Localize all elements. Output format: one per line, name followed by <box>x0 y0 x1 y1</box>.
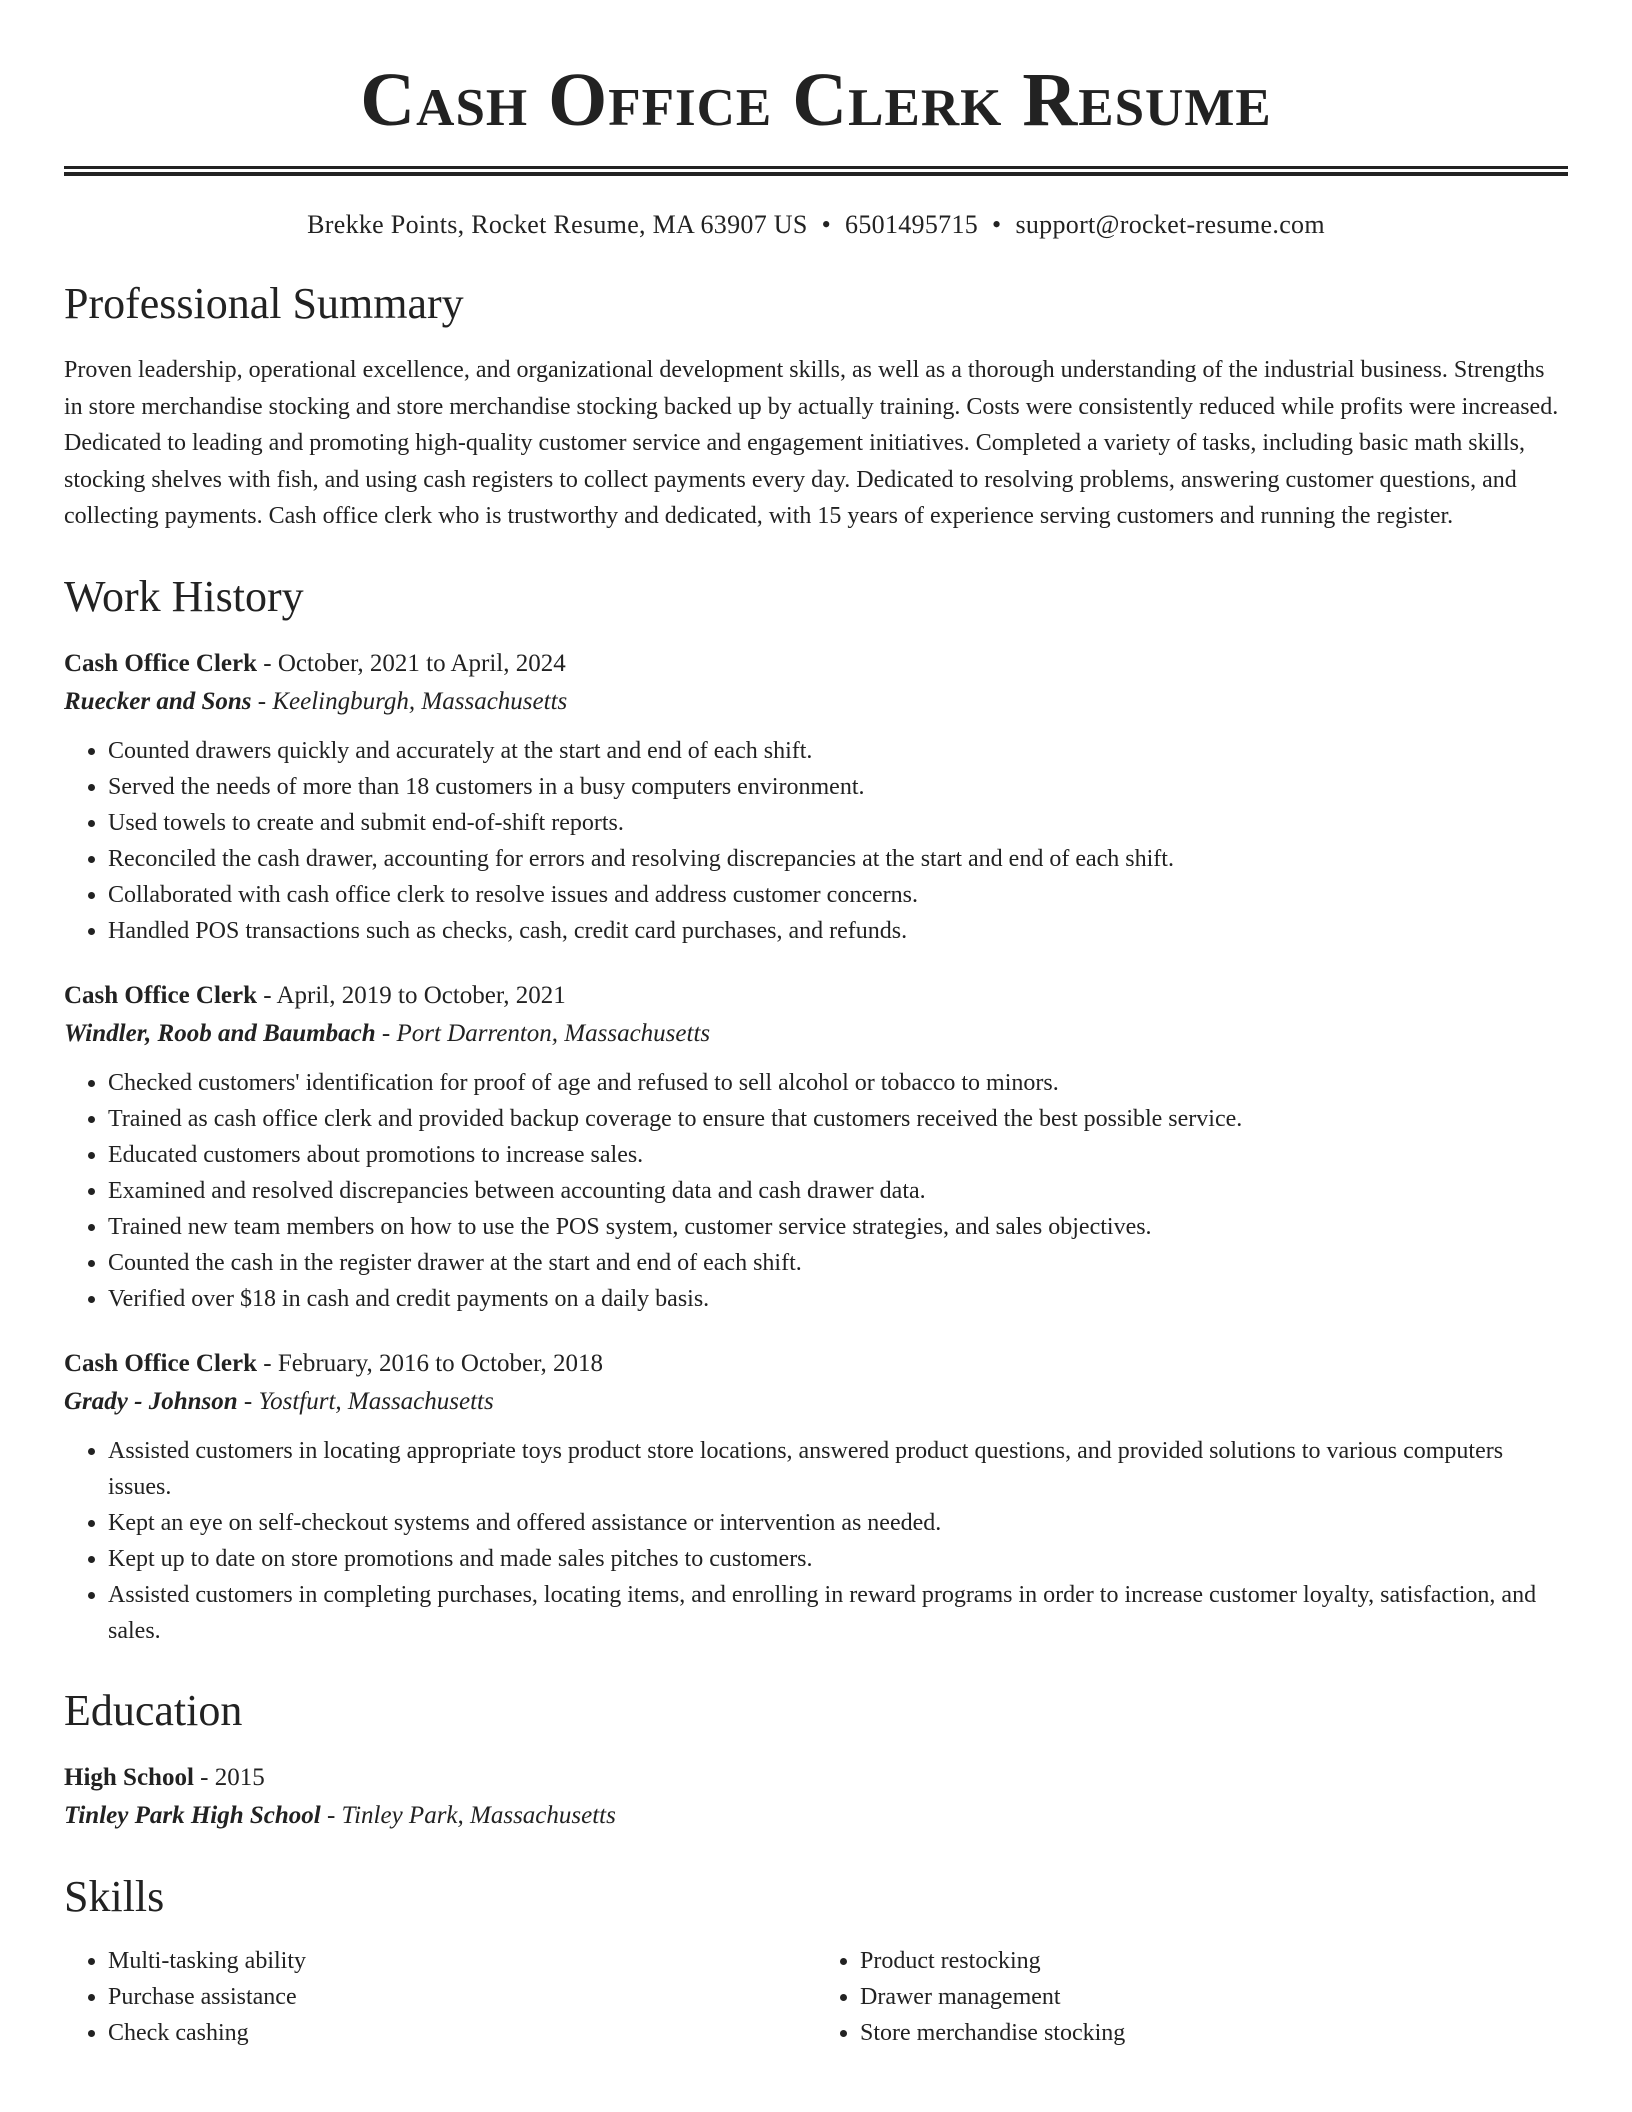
contact-line <box>64 208 1568 242</box>
job-company: Windler, Roob and Baumbach <box>64 1019 376 1047</box>
job-bullet: • Kept an eye on self-checkout systems and offered assistance or intervention as needed. <box>108 1505 1568 1541</box>
job-bullet: • Kept up to date on store promotions and made sales pitches to customers. <box>108 1541 1568 1577</box>
job-bullet: • Checked customers' identification for proof of age and refused to sell alcohol or tobacco to minors. <box>108 1065 1568 1101</box>
job-bullet: • Verified over $18 in cash and credit payments on a daily basis. <box>108 1281 1568 1317</box>
skill-item: • Store merchandise stocking <box>860 2015 1568 2051</box>
skill-item: • Drawer management <box>860 1979 1568 2015</box>
title-divider <box>64 166 1568 176</box>
summary-heading: Professional Summary <box>64 279 464 328</box>
job-bullet: • Assisted customers in locating appropriate toys product store locations, answered product questions, and provided solutions to various computers issues. <box>108 1433 1568 1505</box>
job-bullet: • Assisted customers in completing purchases, locating items, and enrolling in reward programs in order to increase customer loyalty, satisfaction, and sales. <box>108 1577 1568 1649</box>
job-dates: - October, 2021 to April, 2024 <box>257 649 566 677</box>
job-title: Cash Office Clerk <box>64 649 258 677</box>
education-location: - Tinley Park, Massachusetts <box>320 1801 616 1829</box>
job-bullet: • Counted drawers quickly and accurately at the start and end of each shift. <box>108 733 1568 769</box>
job-bullet: • Trained new team members on how to use the POS system, customer service strategies, and sales objectives. <box>108 1209 1568 1245</box>
job-bullet: • Used towels to create and submit end-of-shift reports. <box>108 805 1568 841</box>
job-location: - Port Darrenton, Massachusetts <box>375 1019 711 1047</box>
job-dates: - April, 2019 to October, 2021 <box>257 981 566 1009</box>
education-degree: High School <box>64 1763 194 1791</box>
job-bullets <box>64 1065 1568 1317</box>
job-bullets <box>64 733 1568 949</box>
job-dates: - February, 2016 to October, 2018 <box>257 1349 603 1377</box>
skill-item: • Check cashing <box>108 2015 816 2051</box>
job-location: - Yostfurt, Massachusetts <box>237 1387 494 1415</box>
skills-list <box>64 1943 1568 2051</box>
contact-separator: • <box>821 210 832 239</box>
job-org-line <box>64 1383 1568 1421</box>
job-bullets <box>64 1433 1568 1649</box>
job-bullet: • Counted the cash in the register drawer at the start and end of each shift. <box>108 1245 1568 1281</box>
contact-separator: • <box>992 210 1002 239</box>
job-role-line <box>64 645 1568 683</box>
summary-text: Proven leadership, operational excellence, and organizational development skills, as well as a thorough understanding of the industrial business. Strengths in store merchandise stocking and store merchandise stocking backed up by actually training. Costs were consistently reduced while profits were increased. Dedicated to leading and promoting high-quality customer service and engagement initiatives. Completed a variety of tasks, including basic math skills, stocking shelves with fish, and using cash registers to collect payments every day. Dedicated to resolving problems, answering customer questions, and collecting payments. Cash office clerk who is trustworthy and dedicated, with 15 years of experience serving customers and running the register. <box>64 357 1559 529</box>
education-school-line <box>64 1797 1568 1835</box>
job-bullet: • Reconciled the cash drawer, accounting for errors and resolving discrepancies at the start and end of each shift. <box>108 841 1568 877</box>
job-bullet: • Handled POS transactions such as checks, cash, credit card purchases, and refunds. <box>108 913 1568 949</box>
work-history-heading: Work History <box>64 571 304 621</box>
contact-email: support@rocket-resume.com <box>1015 210 1325 239</box>
education-heading: Education <box>64 1685 243 1735</box>
education-year: - 2015 <box>193 1763 265 1791</box>
job-bullet: • Trained as cash office clerk and provided backup coverage to ensure that customers received the best possible service. <box>108 1101 1568 1137</box>
job-bullet: • Collaborated with cash office clerk to resolve issues and address customer concerns. <box>108 877 1568 913</box>
contact-phone: 6501495715 <box>845 210 979 239</box>
job-role-line <box>64 977 1568 1015</box>
skills-column-left <box>64 1943 816 2051</box>
job-title: Cash Office Clerk <box>64 1349 258 1377</box>
skill-item: • Multi-tasking ability <box>108 1943 816 1979</box>
job-org-line <box>64 1015 1568 1053</box>
job-company: Ruecker and Sons <box>64 687 252 715</box>
job-bullet: • Examined and resolved discrepancies between accounting data and cash drawer data. <box>108 1173 1568 1209</box>
job-entry <box>64 977 1568 1317</box>
job-title: Cash Office Clerk <box>64 981 258 1009</box>
job-bullet: • Educated customers about promotions to increase sales. <box>108 1137 1568 1173</box>
skills-column-right <box>816 1943 1568 2051</box>
job-entry <box>64 645 1568 949</box>
job-org-line <box>64 683 1568 721</box>
resume-title: Cash Office Clerk Resume <box>360 58 1272 142</box>
job-bullet: • Served the needs of more than 18 customers in a busy computers environment. <box>108 769 1568 805</box>
skill-item: • Product restocking <box>860 1943 1568 1979</box>
contact-address: Brekke Points, Rocket Resume, MA 63907 US <box>307 210 808 239</box>
job-entry <box>64 1345 1568 1649</box>
job-location: - Keelingburgh, Massachusetts <box>251 687 568 715</box>
education-school: Tinley Park High School <box>64 1801 321 1829</box>
job-company: Grady - Johnson <box>64 1387 238 1415</box>
skill-item: • Purchase assistance <box>108 1979 816 2015</box>
job-role-line <box>64 1345 1568 1383</box>
education-entry <box>64 1759 1568 1835</box>
skills-heading: Skills <box>64 1871 165 1921</box>
education-degree-line <box>64 1759 1568 1797</box>
